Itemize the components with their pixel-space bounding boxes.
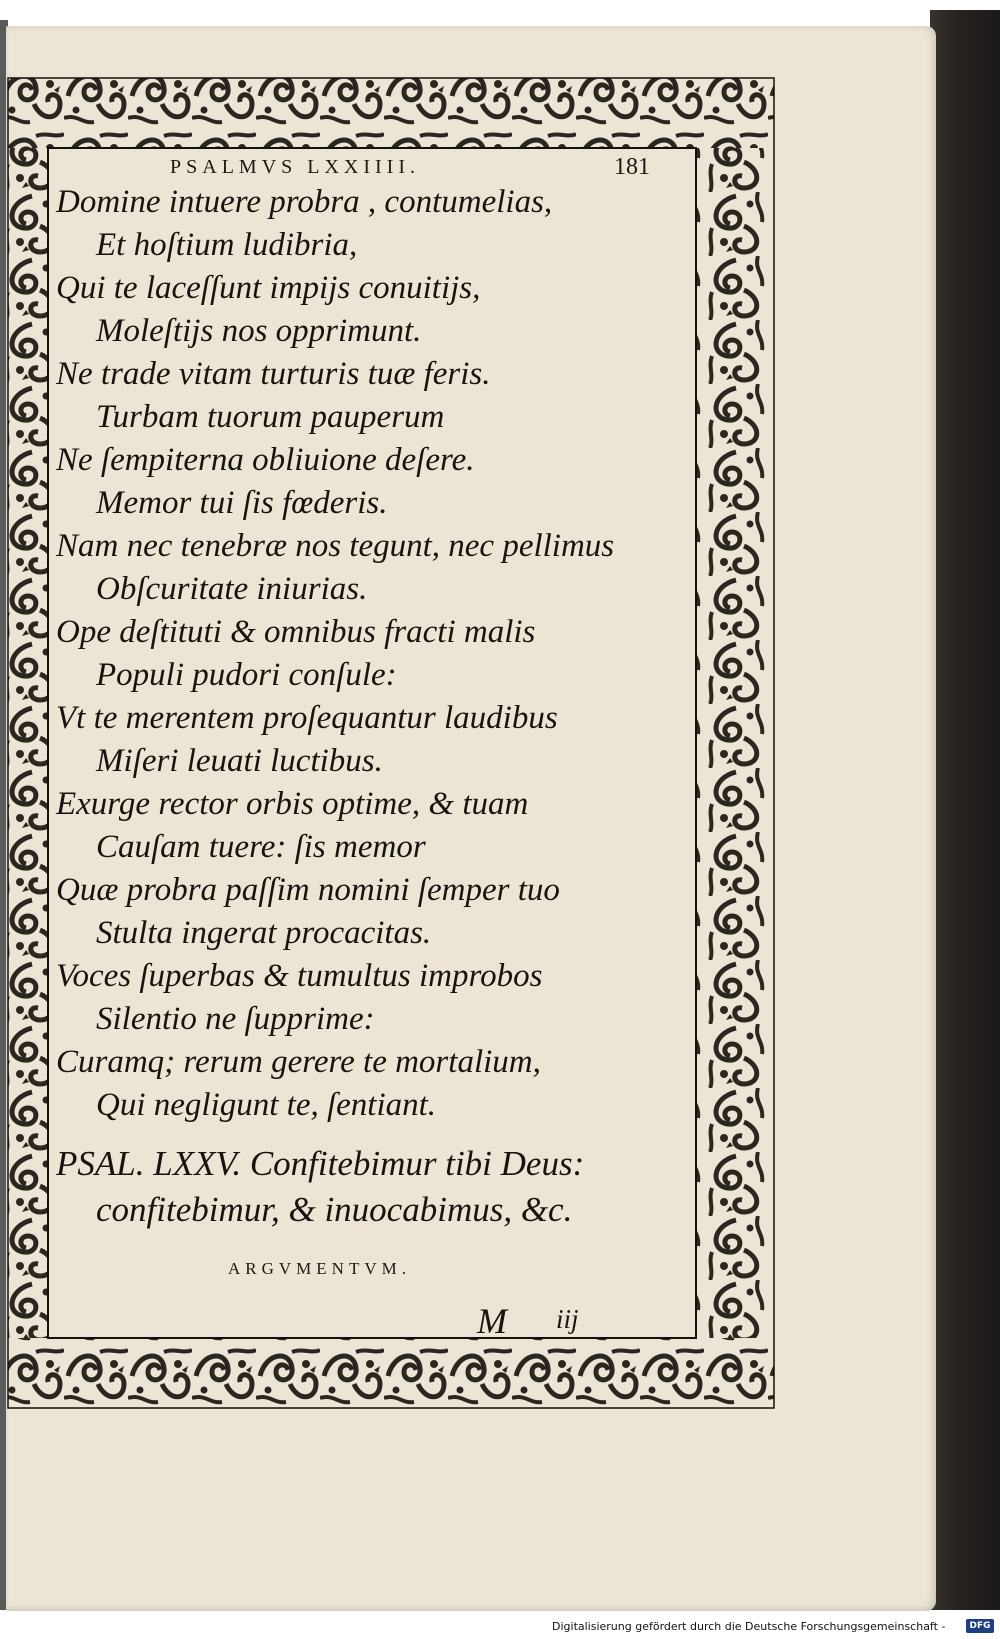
verse-line: Populi pudori conſule:: [96, 657, 397, 693]
next-psalm-incipit: confitebimur, & inuocabimus, &c.: [96, 1190, 573, 1229]
verse-line: Curamq; rerum gerere te mortalium,: [56, 1044, 541, 1080]
verse-line: Silentio ne ſupprime:: [96, 1001, 375, 1037]
verse-line: Turbam tuorum pauperum: [96, 399, 445, 435]
verse-line: Domine intuere probra , contumelias,: [56, 184, 553, 220]
folio-number: 181: [614, 154, 650, 180]
verse-line: Vt te merentem proſequantur laudibus: [56, 700, 558, 736]
verse-line: Quæ probra paſſim nomini ſemper tuo: [56, 872, 560, 908]
page-header: [0, 156, 1000, 186]
verse-line: Stulta ingerat procacitas.: [96, 915, 432, 951]
verse-line: Cauſam tuere: ſis memor: [96, 829, 426, 865]
verse-line: Moleſtijs nos opprimunt.: [96, 313, 422, 349]
verse-line: Ope deſtituti & omnibus fracti malis: [56, 614, 536, 650]
verse-line: Voces ſuperbas & tumultus improbos: [56, 958, 543, 994]
verse-line: Nam nec tenebræ nos tegunt, nec pellimus: [56, 528, 615, 564]
signature-letter: M: [477, 1301, 507, 1341]
running-head: PSALMVS LXXIIII.: [170, 156, 420, 178]
verse-line: Ne trade vitam turturis tuæ feris.: [56, 356, 491, 392]
next-psalm-heading: PSAL. LXXV. Confitebimur tibi Deus:: [56, 1144, 585, 1183]
signature-number: iij: [556, 1304, 579, 1334]
verse-line: Miſeri leuati luctibus.: [96, 743, 383, 779]
verse-line: Obſcuritate iniurias.: [96, 571, 368, 607]
verse-line: Qui negligunt te, ſentiant.: [96, 1087, 437, 1123]
verse-line: Et hoſtium ludibria,: [96, 227, 358, 263]
verse-line: Memor tui ſis fœderis.: [96, 485, 388, 521]
verse-line: Ne ſempiterna obliuione deſere.: [56, 442, 475, 478]
verse-line: Qui te laceſſunt impijs conuitijs,: [56, 270, 481, 306]
dfg-logo: DFG: [966, 1619, 994, 1633]
argumentum-heading: ARGVMENTVM.: [228, 1259, 411, 1278]
digitization-credit: Digitalisierung gefördert durch die Deutsche Forschungsgemeinschaft -: [552, 1620, 946, 1633]
verse-line: Exurge rector orbis optime, & tuam: [56, 786, 529, 822]
